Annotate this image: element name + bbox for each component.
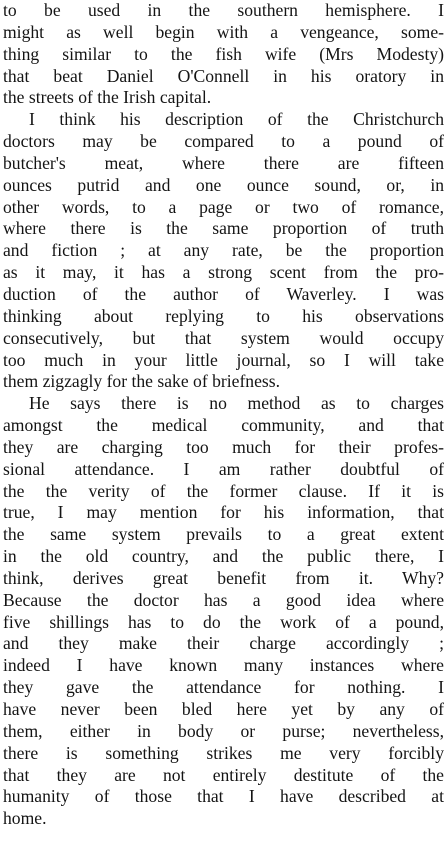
text-line: in the old country, and the public there, I — [3, 546, 444, 567]
text-line: amongst the medical community, and that — [3, 415, 444, 436]
text-line: Because the doctor has a good idea where — [3, 589, 444, 610]
text-line: there is something strikes me very forcibly — [3, 742, 444, 763]
text-line: where there is the same proportion of truth — [3, 218, 444, 239]
text-line: they are charging too much for their profes- — [3, 436, 444, 457]
text-line: might as well begin with a vengeance, some- — [3, 21, 444, 42]
text-line: that beat Daniel O'Connell in his oratory in — [3, 65, 444, 86]
text-line: to be used in the southern hemisphere. I — [3, 0, 444, 20]
text-line: the the verity of the former clause. If it is — [3, 480, 444, 501]
text-line: think, derives great benefit from it. Why? — [3, 567, 444, 588]
text-line: doctors may be compared to a pound of — [3, 131, 444, 152]
text-line: butcher's meat, where there are fifteen — [3, 152, 444, 173]
text-line: the same system prevails to a great extent — [3, 524, 444, 545]
text-line: humanity of those that I have described at — [3, 786, 444, 807]
text-line: five shillings has to do the work of a pound, — [3, 611, 444, 632]
text-line: and they make their charge accordingly ; — [3, 633, 444, 654]
text-line: them zigzagly for the sake of briefness. — [3, 371, 280, 392]
text-line: consecutively, but that system would occupy — [3, 327, 444, 348]
text-line: thinking about replying to his observations — [3, 305, 444, 326]
text-line: they gave the attendance for nothing. I — [3, 677, 444, 698]
text-line: sional attendance. I am rather doubtful of — [3, 458, 444, 479]
text-line: and fiction ; at any rate, be the proportion — [3, 240, 444, 261]
text-line: home. — [3, 808, 47, 829]
text-line: He says there is no method as to charges — [29, 393, 444, 414]
text-line: other words, to a page or two of romance, — [3, 196, 444, 217]
text-line: I think his description of the Christchurch — [29, 109, 444, 130]
text-line: have never been bled here yet by any of — [3, 699, 444, 719]
text-line: duction of the author of Waverley. I was — [3, 283, 444, 304]
text-line: true, I may mention for his information, that — [3, 502, 444, 523]
paragraph-1 — [3, 0, 444, 109]
text-line: them, either in body or purse; nevertheless, — [3, 720, 444, 741]
text-line: the streets of the Irish capital. — [3, 87, 212, 108]
paragraph-2 — [3, 109, 444, 393]
text-line: as it may, it has a strong scent from the pro- — [3, 262, 444, 283]
paragraph-3 — [3, 393, 444, 830]
text-line: ounces putrid and one ounce sound, or, in — [3, 174, 444, 195]
text-line: thing similar to the fish wife (Mrs Modesty) — [3, 43, 444, 64]
text-line: too much in your little journal, so I will take — [3, 349, 444, 370]
text-line: indeed I have known many instances where — [3, 655, 444, 676]
text-line: that they are not entirely destitute of the — [3, 764, 444, 785]
